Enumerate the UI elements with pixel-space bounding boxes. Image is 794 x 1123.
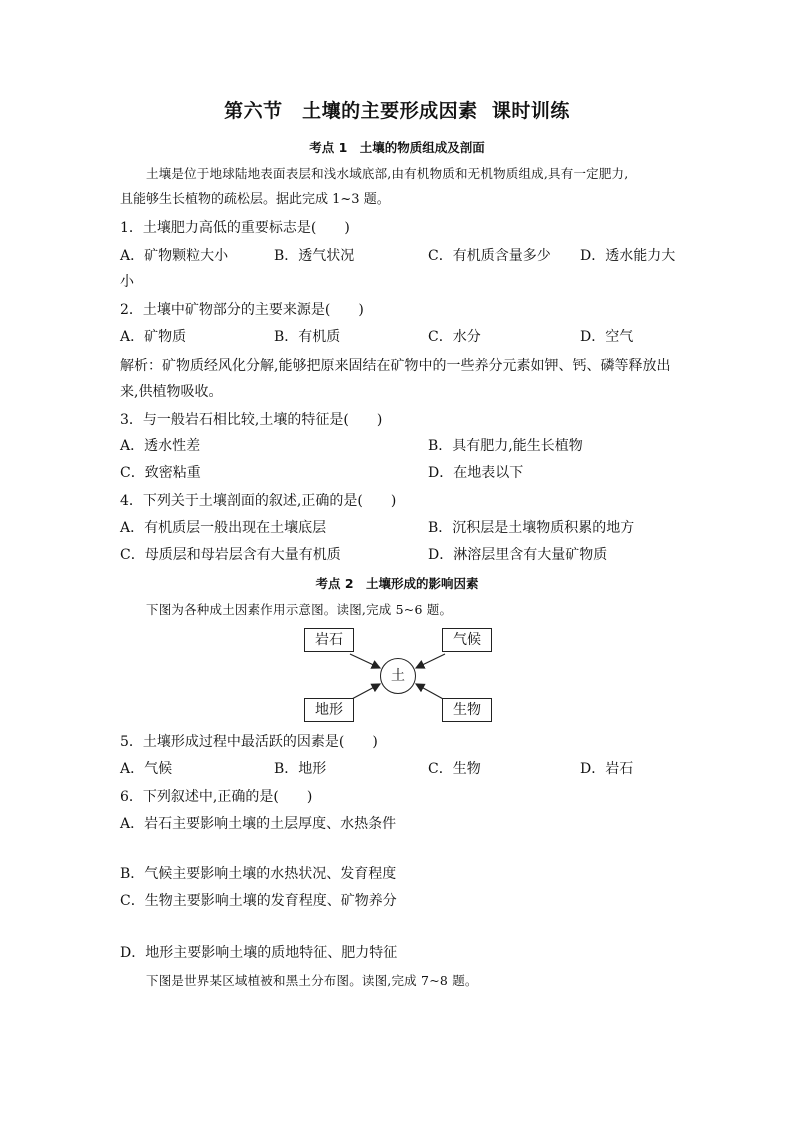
question-1-option-c[interactable]: C．有机质含量多少 xyxy=(428,248,551,264)
question-4-option-d[interactable]: D．淋溶层里含有大量矿物质 xyxy=(428,547,608,563)
question-6-option-a[interactable]: A．岩石主要影响土壤的土层厚度、水热条件 xyxy=(120,816,397,832)
factor-box-biology: 生物 xyxy=(442,698,492,722)
factor-box-terrain: 地形 xyxy=(304,698,354,722)
question-2-option-a[interactable]: A．矿物质 xyxy=(120,329,187,345)
section-heading-2: 考点 2 土壤形成的影响因素 xyxy=(315,576,479,591)
question-6-option-c[interactable]: C．生物主要影响土壤的发育程度、矿物养分 xyxy=(120,893,397,909)
question-4-option-b[interactable]: B．沉积层是土壤物质积累的地方 xyxy=(428,520,635,536)
question-5-option-b[interactable]: B．地形 xyxy=(274,761,327,777)
question-3-option-c[interactable]: C．致密粘重 xyxy=(120,465,201,481)
intro-text-3: 下图是世界某区域植被和黑土分布图。读图,完成 7~8 题。 xyxy=(146,973,478,988)
question-1-stem: 1．土壤肥力高低的重要标志是( ) xyxy=(120,220,350,236)
question-1-option-d[interactable]: D．透水能力大 xyxy=(580,248,676,264)
soil-factors-diagram xyxy=(290,620,510,730)
intro-text-1: 土壤是位于地球陆地表面表层和浅水域底部,由有机物质和无机物质组成,具有一定肥力, xyxy=(146,166,629,181)
question-3-option-d[interactable]: D．在地表以下 xyxy=(428,465,524,481)
question-5-option-d[interactable]: D．岩石 xyxy=(580,761,634,777)
arrow-biology-to-soil xyxy=(416,684,445,700)
factor-box-climate: 气候 xyxy=(442,628,492,652)
question-3-option-a[interactable]: A．透水性差 xyxy=(120,438,201,454)
question-1-option-b[interactable]: B．透气状况 xyxy=(274,248,355,264)
section-heading-1: 考点 1 土壤的物质组成及剖面 xyxy=(309,140,485,155)
page-title: 第六节 土壤的主要形成因素 课时训练 xyxy=(224,100,570,122)
question-5-option-a[interactable]: A．气候 xyxy=(120,761,173,777)
question-6-stem: 6．下列叙述中,正确的是( ) xyxy=(120,789,313,805)
question-4-option-c[interactable]: C．母质层和母岩层含有大量有机质 xyxy=(120,547,341,563)
question-3-option-b[interactable]: B．具有肥力,能生长植物 xyxy=(428,438,583,454)
arrow-climate-to-soil xyxy=(416,654,445,668)
question-2-stem: 2．土壤中矿物部分的主要来源是( ) xyxy=(120,302,364,318)
question-4-stem: 4．下列关于土壤剖面的叙述,正确的是( ) xyxy=(120,493,397,509)
question-1-option-a[interactable]: A．矿物颗粒大小 xyxy=(120,248,229,264)
question-6-option-b[interactable]: B．气候主要影响土壤的水热状况、发育程度 xyxy=(120,866,397,882)
question-3-stem: 3．与一般岩石相比较,土壤的特征是( ) xyxy=(120,412,383,428)
question-2-option-b[interactable]: B．有机质 xyxy=(274,329,341,345)
intro-text-2: 下图为各种成土因素作用示意图。读图,完成 5~6 题。 xyxy=(146,602,453,617)
question-4-option-a[interactable]: A．有机质层一般出现在土壤底层 xyxy=(120,520,327,536)
arrow-rock-to-soil xyxy=(350,654,380,668)
question-5-option-c[interactable]: C．生物 xyxy=(428,761,481,777)
soil-center-circle: 土 xyxy=(380,658,416,694)
question-5-stem: 5．土壤形成过程中最活跃的因素是( ) xyxy=(120,734,378,750)
question-6-option-d[interactable]: D．地形主要影响土壤的质地特征、肥力特征 xyxy=(120,945,398,961)
factor-box-rock: 岩石 xyxy=(304,628,354,652)
question-2-analysis-cont: 来,供植物吸收。 xyxy=(120,384,223,400)
question-1-option-d-wrap: 小 xyxy=(120,274,134,290)
question-2-option-c[interactable]: C．水分 xyxy=(428,329,481,345)
question-2-analysis: 解析：矿物质经风化分解,能够把原来固结在矿物中的一些养分元素如钾、钙、磷等释放出 xyxy=(120,358,671,374)
intro-text-1b: 且能够生长植物的疏松层。据此完成 1~3 题。 xyxy=(120,192,390,207)
question-2-option-d[interactable]: D．空气 xyxy=(580,329,634,345)
arrow-terrain-to-soil xyxy=(350,684,380,700)
